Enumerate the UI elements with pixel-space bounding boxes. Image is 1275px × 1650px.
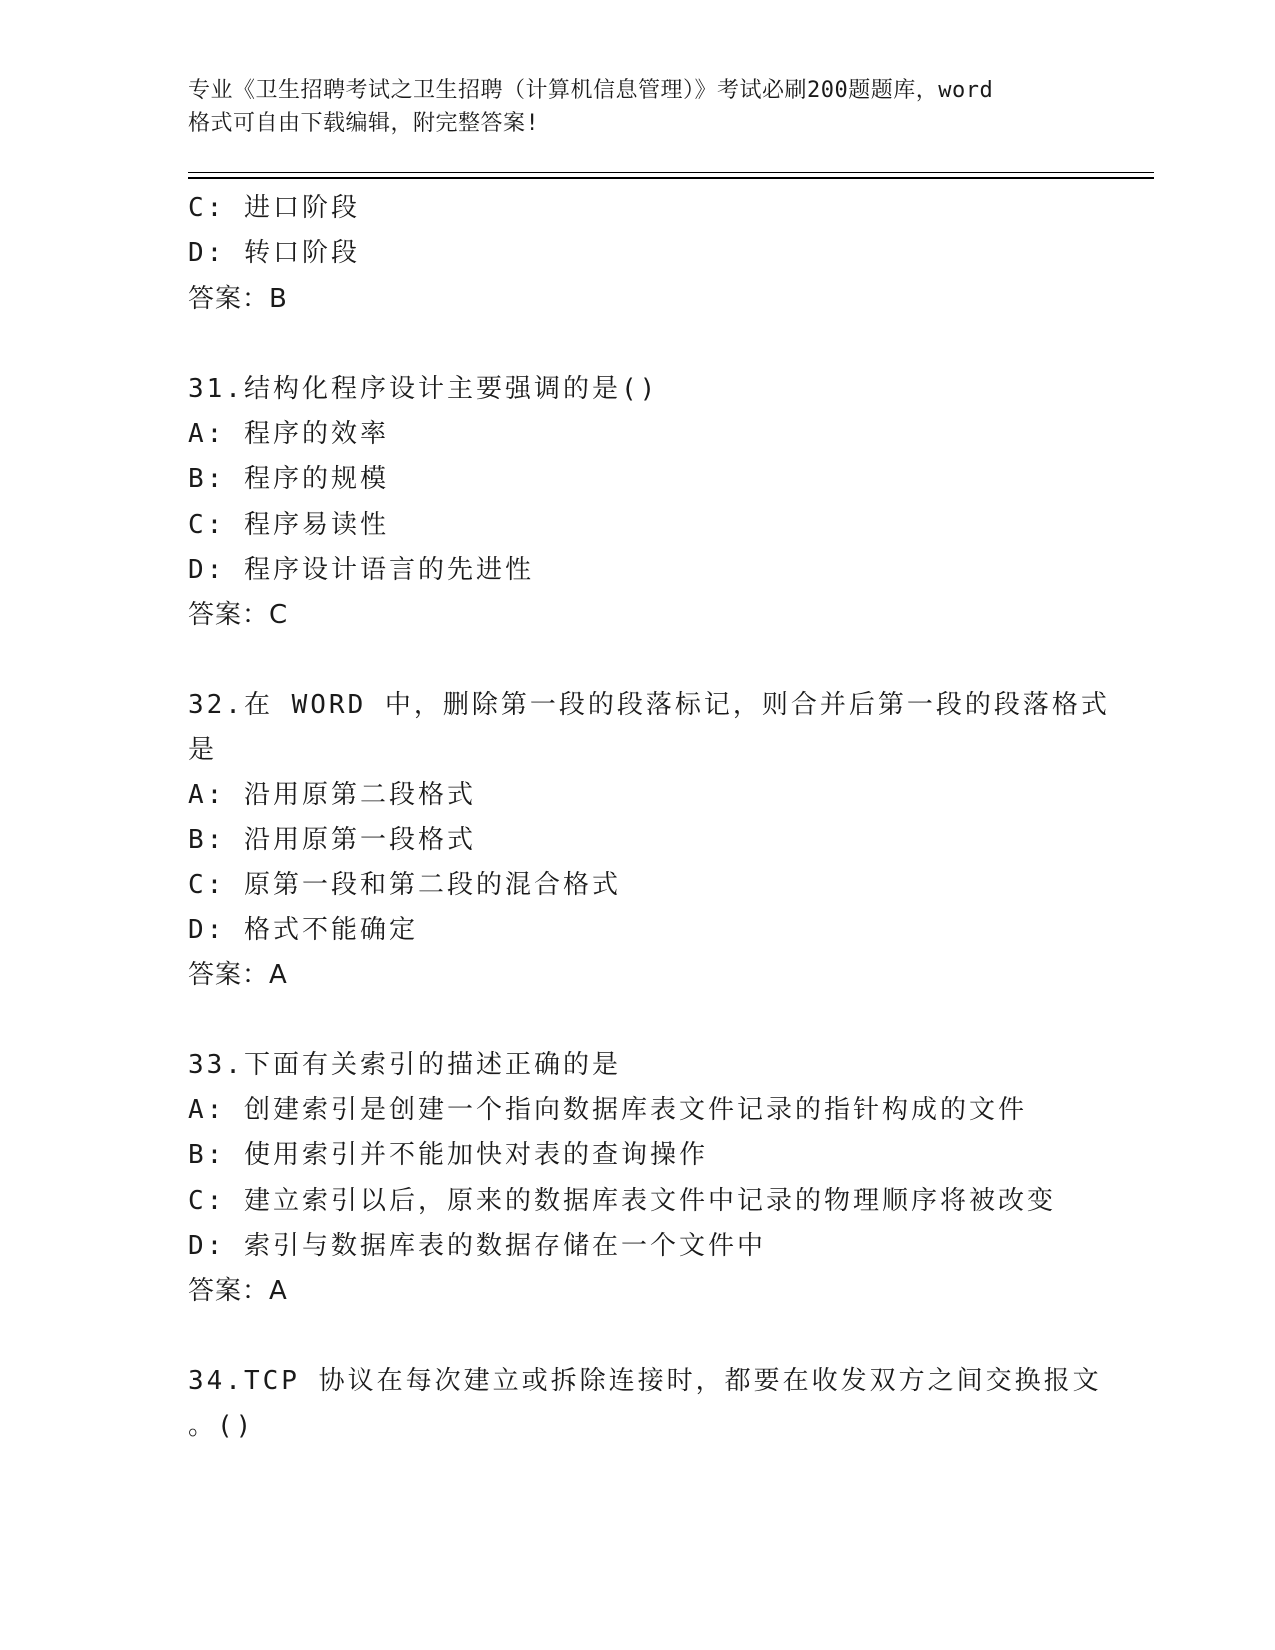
- header-divider-thick: [188, 177, 1154, 179]
- question-31-answer: 答案：C: [188, 600, 289, 630]
- question-33-option-b: B: 使用索引并不能加快对表的查询操作: [188, 1140, 708, 1170]
- question-34-stem-line-2: 。(): [188, 1411, 255, 1441]
- header-divider-thin: [188, 172, 1154, 173]
- header-line-1: 专业《卫生招聘考试之卫生招聘（计算机信息管理）》考试必刷200题题库，word: [188, 78, 994, 103]
- question-31-option-a: A: 程序的效率: [188, 419, 389, 449]
- question-34-stem-line-1: 34.TCP 协议在每次建立或拆除连接时，都要在收发双方之间交换报文: [188, 1366, 1102, 1396]
- question-32-stem-line-2: 是: [188, 735, 218, 765]
- question-31-stem: 31.结构化程序设计主要强调的是(): [188, 374, 659, 404]
- question-31-option-c: C: 程序易读性: [188, 510, 389, 540]
- question-33-option-c: C: 建立索引以后，原来的数据库表文件中记录的物理顺序将被改变: [188, 1186, 1056, 1216]
- question-32-option-d: D: 格式不能确定: [188, 915, 418, 945]
- question-32-option-c: C: 原第一段和第二段的混合格式: [188, 870, 621, 900]
- option-d: D: 转口阶段: [188, 238, 360, 268]
- question-32-stem-line-1: 32.在 WORD 中，删除第一段的段落标记，则合并后第一段的段落格式: [188, 690, 1110, 720]
- question-32-option-a: A: 沿用原第二段格式: [188, 780, 476, 810]
- question-33-stem: 33.下面有关索引的描述正确的是: [188, 1050, 621, 1080]
- answer-line: 答案：B: [188, 284, 288, 314]
- document-header: [188, 74, 1088, 140]
- header-line-2: 格式可自由下载编辑，附完整答案!: [188, 111, 540, 136]
- question-31-option-d: D: 程序设计语言的先进性: [188, 555, 534, 585]
- option-c: C: 进口阶段: [188, 193, 360, 223]
- question-32-option-b: B: 沿用原第一段格式: [188, 825, 476, 855]
- question-33-option-d: D: 索引与数据库表的数据存储在一个文件中: [188, 1231, 766, 1261]
- question-32-answer: 答案：A: [188, 960, 288, 990]
- question-33-option-a: A: 创建索引是创建一个指向数据库表文件记录的指针构成的文件: [188, 1095, 1027, 1125]
- question-31-option-b: B: 程序的规模: [188, 464, 389, 494]
- question-33-answer: 答案：A: [188, 1276, 288, 1306]
